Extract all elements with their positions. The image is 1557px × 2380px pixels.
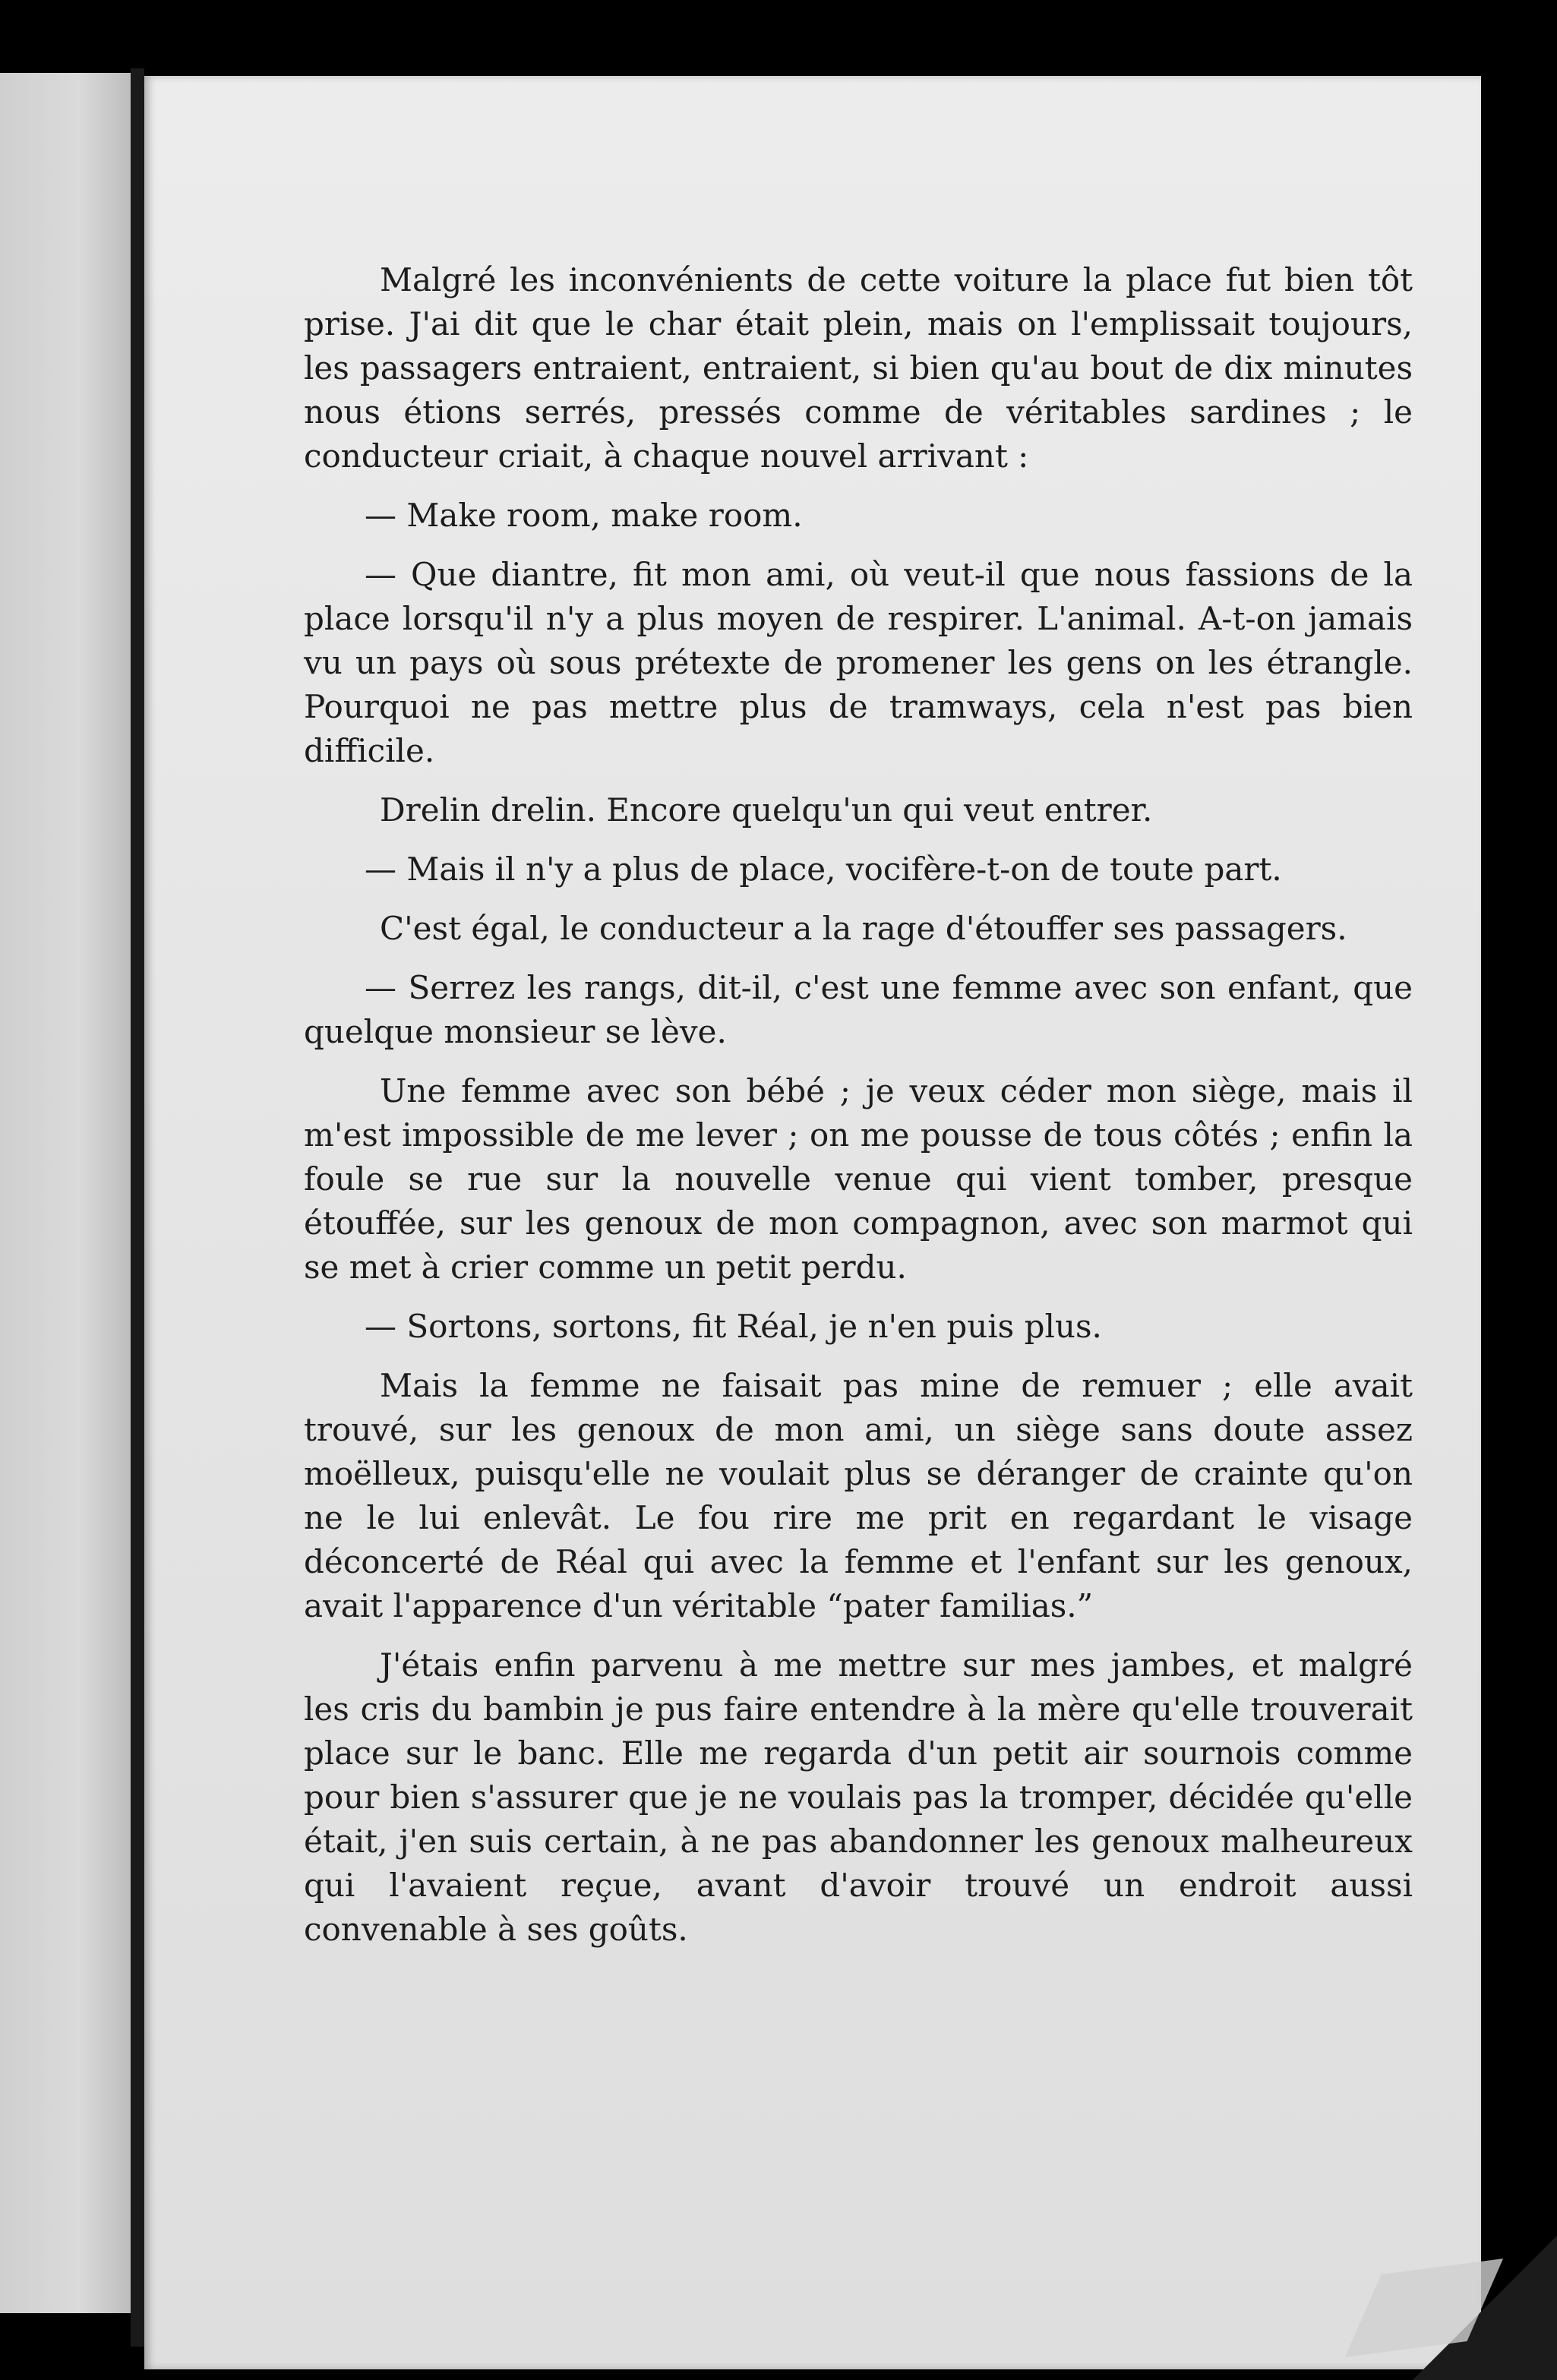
paragraph: Mais la femme ne faisait pas mine de remuer ; elle avait trouvé, sur les genoux de mon ami, un siège sans doute assez moëlleux, puisqu'elle ne voulait plus se déranger de crainte qu'on ne le lui enlevât. Le fou rire me prit en regardant le visage déconcerté de Réal qui avec la femme et l'enfant sur les genoux, avait l'apparence d'un véritable “pater familias.” [304, 1367, 1413, 1624]
paragraph: — Serrez les rangs, dit-il, c'est une femme avec son enfant, que quelque monsieur se lève. [304, 969, 1413, 1050]
paragraph: — Sortons, sortons, fit Réal, je n'en puis plus. [365, 1308, 1102, 1345]
paragraph: — Que diantre, fit mon ami, où veut-il que nous fassions de la place lorsqu'il n'y a plus moyen de respirer. L'animal. A-t-on jamais vu un pays où sous prétexte de promener les gens on les étrangle. Pourquoi ne pas mettre plus de tramways, cela n'est pas bien difficile. [304, 556, 1413, 769]
paragraph: — Mais il n'y a plus de place, vocifère-t-on de toute part. [365, 851, 1282, 888]
paragraph: C'est égal, le conducteur a la rage d'étouffer ses passagers. [380, 910, 1347, 947]
paragraph: — Make room, make room. [365, 497, 803, 534]
page-body [304, 258, 1413, 1967]
facing-page-edge [0, 73, 131, 2313]
paragraph: Malgré les inconvénients de cette voiture la place fut bien tôt prise. J'ai dit que le char était plein, mais on l'emplissait toujours, les passagers entraient, entraient, si bien qu'au bout de dix minutes nous étions serrés, pressés comme de véritables sardines ; le conducteur criait, à chaque nouvel arrivant : [304, 261, 1413, 475]
paragraph: J'étais enfin parvenu à me mettre sur mes jambes, et malgré les cris du bambin je pus faire entendre à la mère qu'elle trouverait place sur le banc. Elle me regarda d'un petit air sournois comme pour bien s'assurer que je ne voulais pas la tromper, décidée qu'elle était, j'en suis certain, à ne pas abandonner les genoux malheureux qui l'avaient reçue, avant d'avoir trouvé un endroit aussi convenable à ses goûts. [304, 1646, 1413, 1948]
paragraph: Une femme avec son bébé ; je veux céder mon siège, mais il m'est impossible de me lever ; on me pousse de tous côtés ; enfin la foule se rue sur la nouvelle venue qui vient tomber, presque étouffée, sur les genoux de mon compagnon, avec son marmot qui se met à crier comme un petit perdu. [304, 1072, 1413, 1286]
paragraph: Drelin drelin. Encore quelqu'un qui veut entrer. [380, 791, 1153, 829]
book-spine [131, 68, 144, 2347]
